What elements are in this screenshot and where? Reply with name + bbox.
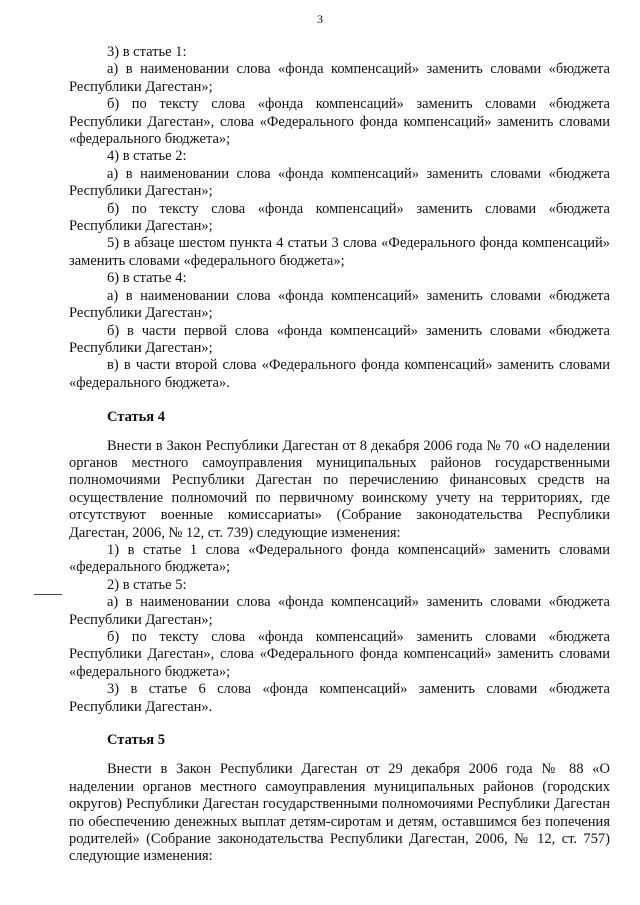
paragraph: б) по тексту слова «фонда компенсаций» заменить словами «бюджета Республики Дагестан»; [69, 200, 610, 235]
paragraph: Внести в Закон Республики Дагестан от 29 декабря 2006 года № 88 «О наделении органов местного самоуправления муниципальных районов (городских округов) Республики Дагестан государственными полномочиями Республики Дагестан по обеспечению денежных выплат детям-сиротам и детям, оставшимся без попечения родителей» (Собрание законодательства Республики Дагестан, 2006, № 12, ст. 757) следующие изменения: [69, 761, 610, 865]
paragraph: а) в наименовании слова «фонда компенсаций» заменить словами «бюджета Республики Дагестан»; [69, 287, 610, 322]
paragraph: 4) в статье 2: [107, 148, 187, 165]
paragraph: 1) в статье 1 слова «Федерального фонда компенсаций» заменить словами «федерального бюджета»; [69, 541, 610, 576]
paragraph: 2) в статье 5: [107, 576, 187, 593]
document-body [69, 44, 610, 866]
paragraph: б) по тексту слова «фонда компенсаций» заменить словами «бюджета Республики Дагестан», слова «Федерального фонда компенсаций» заменить словами «федерального бюджета»; [69, 629, 610, 680]
paragraph: б) по тексту слова «фонда компенсаций» заменить словами «бюджета Республики Дагестан», слова «Федерального фонда компенсаций» заменить словами «федерального бюджета»; [69, 96, 610, 148]
paragraph: а) в наименовании слова «фонда компенсаций» заменить словами «бюджета Республики Дагестан»; [69, 61, 610, 95]
paragraph: Внести в Закон Республики Дагестан от 8 декабря 2006 года № 70 «О наделении органов местного самоуправления муниципальных районов государственными полномочиями Республики Дагестан по перечислению финансовых средств на осуществление полномочий по первичному воинскому учету на территориях, где отсутствуют военные комиссариаты» (Собрание законодательства Республики Дагестан, 2006, № 12, ст. 739) следующие изменения: [69, 437, 610, 541]
paragraph: 6) в статье 4: [107, 270, 187, 287]
paragraph: в) в части второй слова «Федерального фонда компенсаций» заменить словами «федерального бюджета». [69, 357, 610, 391]
paragraph: а) в наименовании слова «фонда компенсаций» заменить словами «бюджета Республики Дагестан»; [69, 594, 610, 628]
paragraph: 3) в статье 1: [107, 44, 187, 60]
page-number: 3 [317, 12, 323, 26]
paragraph: б) в части первой слова «фонда компенсаций» заменить словами «бюджета Республики Дагестан»; [69, 322, 610, 356]
article-4-heading: Статья 4 [107, 409, 165, 426]
scan-edge-mark [34, 594, 62, 595]
article-5-heading: Статья 5 [107, 732, 165, 749]
paragraph: а) в наименовании слова «фонда компенсаций» заменить словами «бюджета Республики Дагестан»; [69, 165, 610, 200]
paragraph: 3) в статье 6 слова «фонда компенсаций» заменить словами «бюджета Республики Дагестан». [69, 681, 610, 715]
paragraph: 5) в абзаце шестом пункта 4 статьи 3 слова «Федерального фонда компенсаций» заменить словами «федерального бюджета»; [69, 235, 610, 269]
